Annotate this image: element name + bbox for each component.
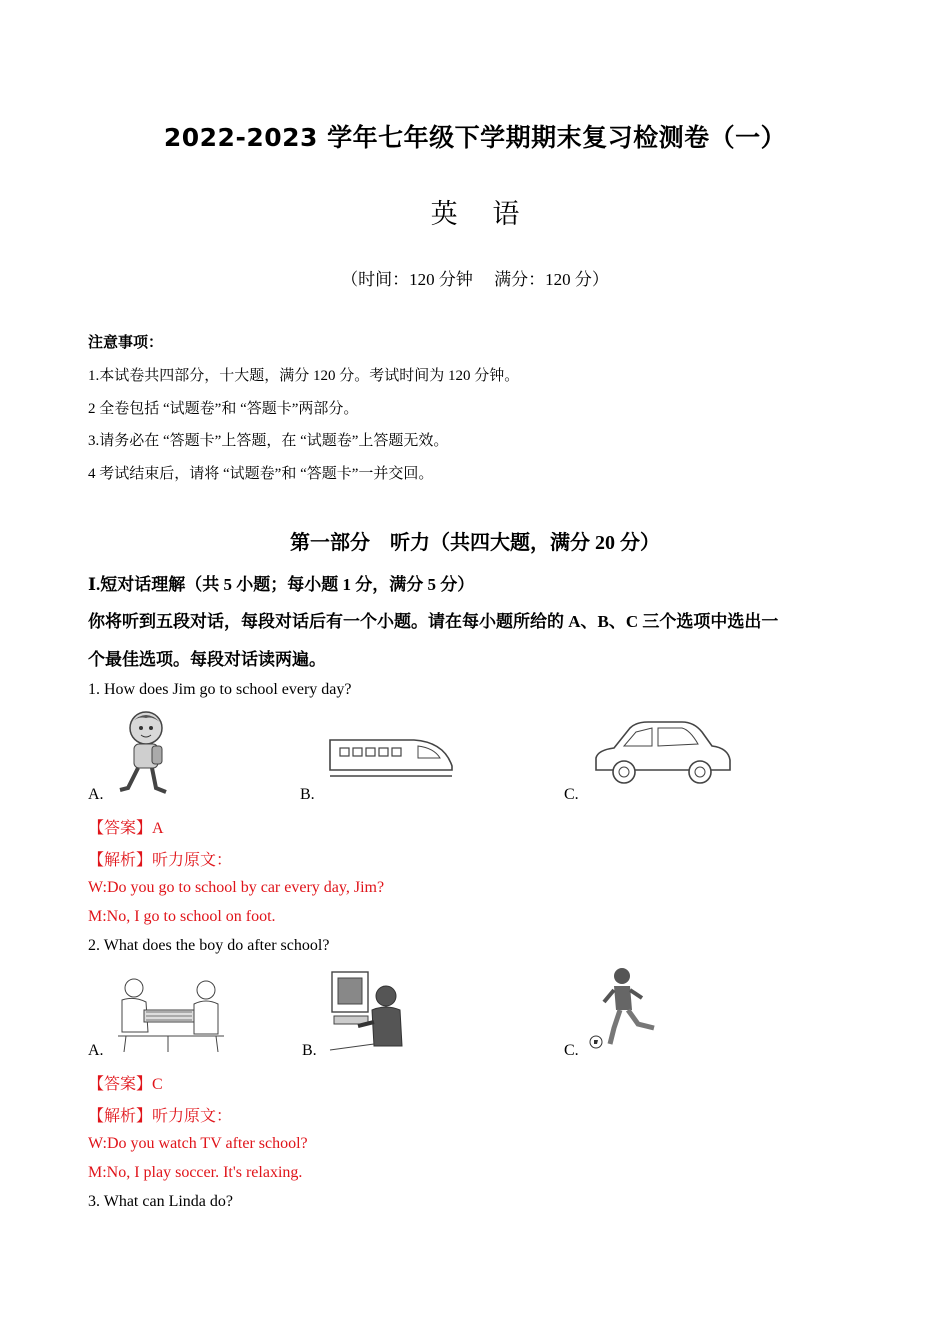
note-item: 4 考试结束后，请将 “试题卷”和 “答题卡”一并交回。 (88, 466, 434, 482)
analysis-label: 【解析】听力原文： (88, 852, 233, 869)
page-title: 2022-2023 学年七年级下学期期末复习检测卷（一） (163, 123, 787, 152)
computer-icon (328, 970, 408, 1054)
instruction-line: 你将听到五段对话，每段对话后有一个小题。请在每小题所给的 A、B、C 三个选项中选出一 (88, 612, 779, 631)
train-icon (326, 726, 456, 786)
option-c-label: C. (564, 1042, 579, 1059)
option-a-label: A. (88, 786, 104, 803)
option-c-label: C. (564, 786, 579, 803)
transcript-line: W:Do you go to school by car every day, Jim? (88, 879, 385, 896)
instruction-line: 个最佳选项。每段对话读两遍。 (88, 650, 326, 669)
walking-boy-icon (108, 708, 178, 796)
car-icon (590, 714, 736, 794)
question-2: 2. What does the boy do after school? (88, 937, 330, 954)
question-3: 3. What can Linda do? (88, 1193, 233, 1210)
note-item: 1.本试卷共四部分，十大题，满分 120 分。考试时间为 120 分钟。 (88, 368, 520, 384)
option-b-label: B. (300, 786, 315, 803)
answer-label: 【答案】C (88, 1076, 163, 1093)
playing-chess-icon (108, 974, 232, 1054)
subject-title: 英 语 (430, 199, 534, 229)
analysis-label: 【解析】听力原文： (88, 1108, 233, 1125)
note-item: 3.请务必在 “答题卡”上答题，在 “试题卷”上答题无效。 (88, 433, 449, 449)
transcript-line: M:No, I go to school on foot. (88, 908, 276, 925)
question-1: 1. How does Jim go to school every day? (88, 681, 352, 698)
section-title: Ⅰ.短对话理解（共 5 小题；每小题 1 分，满分 5 分） (88, 575, 475, 594)
answer-label: 【答案】A (88, 820, 164, 837)
option-a-label: A. (88, 1042, 104, 1059)
transcript-line: M:No, I play soccer. It's relaxing. (88, 1164, 303, 1181)
soccer-icon (586, 964, 662, 1052)
transcript-line: W:Do you watch TV after school? (88, 1135, 308, 1152)
note-item: 2 全卷包括 “试题卷”和 “答题卡”两部分。 (88, 401, 359, 417)
notes-heading: 注意事项： (88, 335, 164, 351)
time-info: （时间：120 分钟 满分：120 分） (341, 270, 609, 289)
part-heading: 第一部分 听力（共四大题，满分 20 分） (290, 532, 660, 554)
option-b-label: B. (302, 1042, 317, 1059)
